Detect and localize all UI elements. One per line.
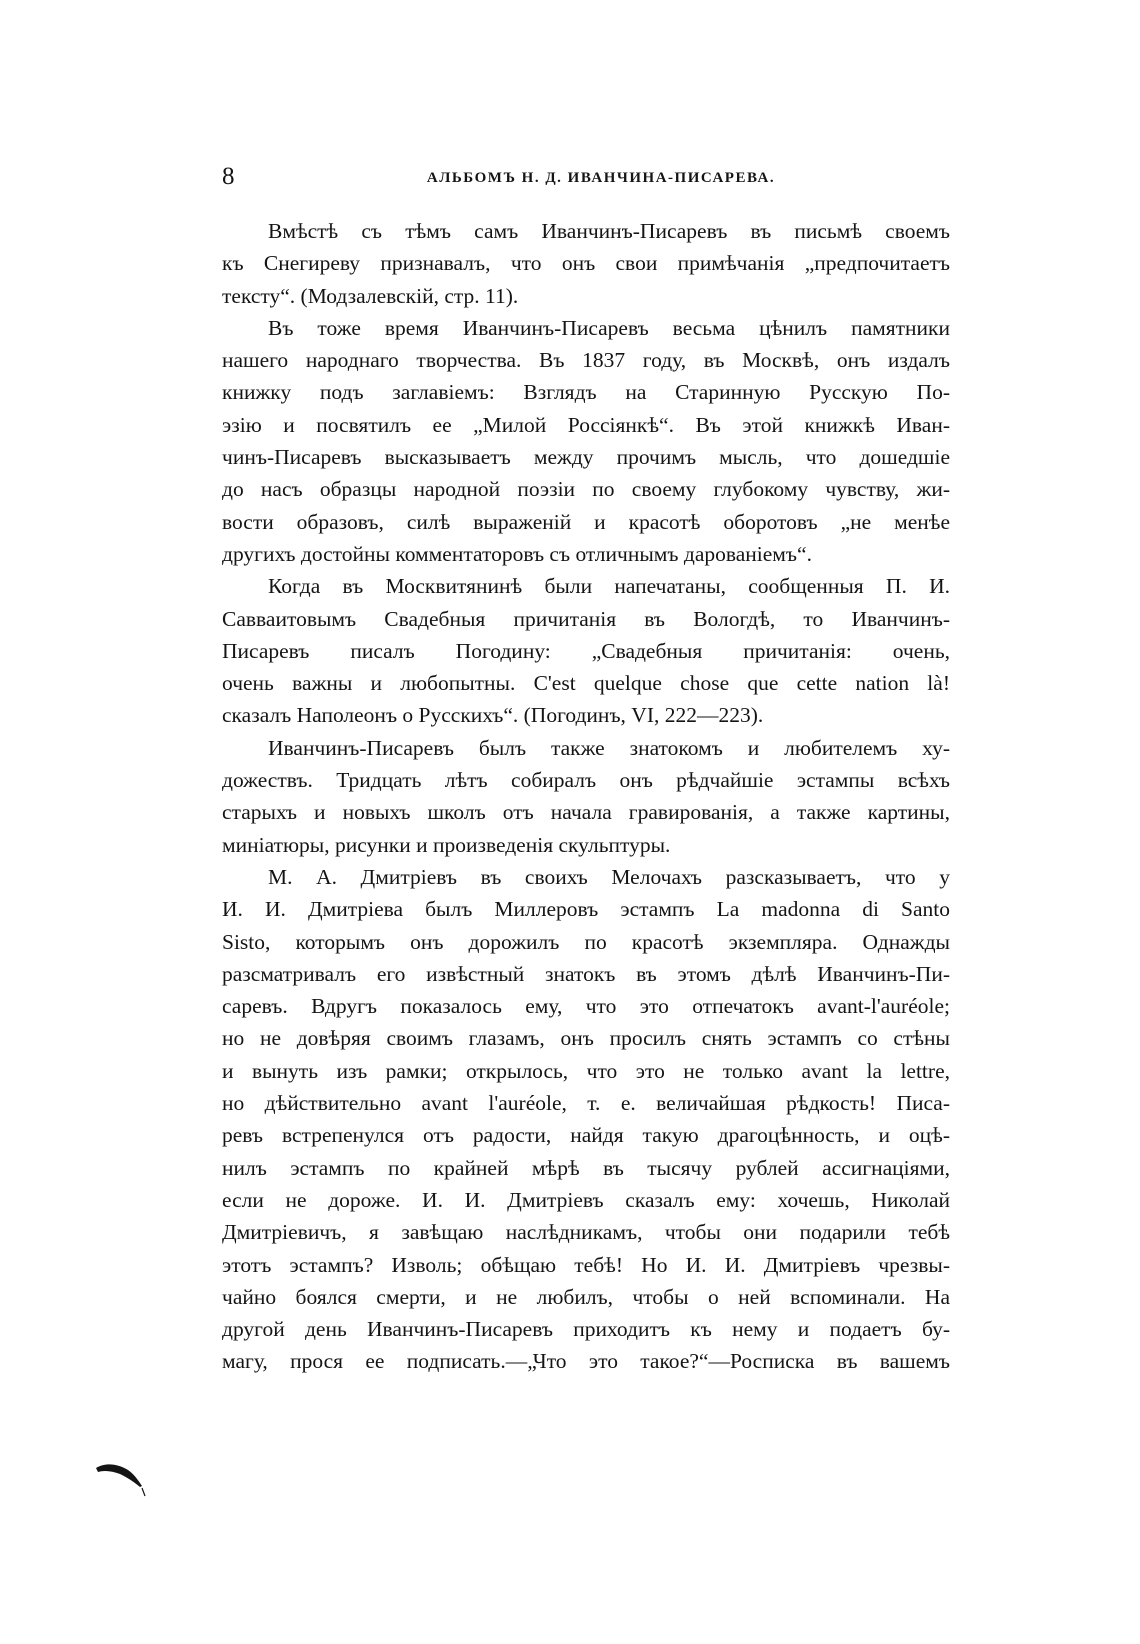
text-line: если не дороже. И. И. Дмитріевъ сказалъ ему: хочешь, Николай [222,1187,950,1212]
text-line: но дѣйствительно avant l'auréole, т. е. величайшая рѣдкость! Писа- [222,1091,950,1116]
text-line: Когда въ Москвитянинѣ были напечатаны, сообщенныя П. И. [268,574,950,599]
text-line: и вынуть изъ рамки; открылось, что это не только avant la lettre, [222,1058,950,1083]
text-line: эзію и посвятилъ ее „Милой Россіянкѣ“. Въ этой книжкѣ Иван- [222,412,950,437]
text-line: нашего народнаго творчества. Въ 1837 году, въ Москвѣ, онъ издалъ [222,348,950,373]
text-line: но не довѣряя своимъ глазамъ, онъ просилъ снять эстампъ со стѣны [222,1026,950,1051]
running-title: АЛЬБОМЪ Н. Д. ИВАНЧИНА-ПИСАРЕВА. [426,170,776,186]
text-line: нилъ эстампъ по крайней мѣрѣ въ тысячу рублей ассигнаціями, [222,1155,950,1180]
text-line: Вмѣстѣ съ тѣмъ самъ Иванчинъ-Писаревъ въ письмѣ своемъ [268,219,950,243]
text-line: до насъ образцы народной поэзіи по своему глубокому чувству, жи- [222,477,950,502]
text-line: другихъ достойны комментаторовъ съ отличнымъ дарованіемъ“. [222,541,812,566]
text-line: книжку подъ заглавіемъ: Взглядъ на Старинную Русскую По- [222,380,950,405]
text-line: Дмитріевичъ, я завѣщаю наслѣдникамъ, чтобы они подарили тебѣ [222,1220,950,1245]
page-header [222,162,950,192]
text-line: миніатюры, рисунки и произведенія скульптуры. [222,832,671,857]
text-line: И. И. Дмитріева былъ Миллеровъ эстампъ La madonna di Santo [222,897,950,922]
text-line: очень важны и любопытны. C'est quelque chose que cette nation là! [222,671,950,696]
text-line: разсматривалъ его извѣстный знатокъ въ этомъ дѣлѣ Иванчинъ-Пи- [222,961,950,986]
text-line: чайно боялся смерти, и не любилъ, чтобы о ней вспоминали. На [222,1284,950,1309]
ink-mark [92,1452,152,1502]
text-line: ревъ встрепенулся отъ радости, найдя такую драгоцѣнность, и оцѣ- [222,1123,950,1148]
text-line: тексту“. (Модзалевскій, стр. 11). [222,283,519,308]
text-line: саревъ. Вдругъ показалось ему, что это отпечатокъ avant-l'auréole; [222,994,950,1019]
text-line: М. А. Дмитріевъ въ своихъ Мелочахъ разсказываетъ, что у [268,864,950,889]
text-line: этотъ эстампъ? Изволь; обѣщаю тебѣ! Но И. И. Дмитріевъ чрезвы- [222,1252,950,1277]
text-line: Савваитовымъ Свадебныя причитанія въ Вологдѣ, то Иванчинъ- [222,606,950,631]
text-line: чинъ-Писаревъ высказываетъ между прочимъ мысль, что дошедшіе [222,445,950,470]
text-line: Sisto, которымъ онъ дорожилъ по красотѣ экземпляра. Однажды [222,929,950,954]
text-line: другой день Иванчинъ-Писаревъ приходитъ къ нему и подаетъ бу- [222,1317,950,1342]
text-line: сказалъ Наполеонъ о Русскихъ“. (Погодинъ, VI, 222—223). [222,703,764,728]
text-line: Въ тоже время Иванчинъ-Писаревъ весьма цѣнилъ памятники [268,315,950,340]
text-line: магу, прося ее подписать.—„Что это такое?“—Росписка въ вашемъ [222,1349,950,1374]
text-line: къ Снегиреву признавалъ, что онъ свои примѣчанія „предпочитаетъ [222,251,950,276]
body-text [222,215,950,1378]
text-line: вости образовъ, силѣ выраженій и красотѣ оборотовъ „не менѣе [222,509,950,534]
text-line: Иванчинъ-Писаревъ былъ также знатокомъ и любителемъ ху- [268,735,950,760]
text-line: дожествъ. Тридцать лѣтъ собиралъ онъ рѣдчайшіе эстампы всѣхъ [222,768,950,793]
text-line: старыхъ и новыхъ школъ отъ начала гравированія, а также картины, [222,800,950,825]
text-line: Писаревъ писалъ Погодину: „Свадебныя причитанія: очень, [222,638,950,663]
page-number: 8 [222,163,235,190]
